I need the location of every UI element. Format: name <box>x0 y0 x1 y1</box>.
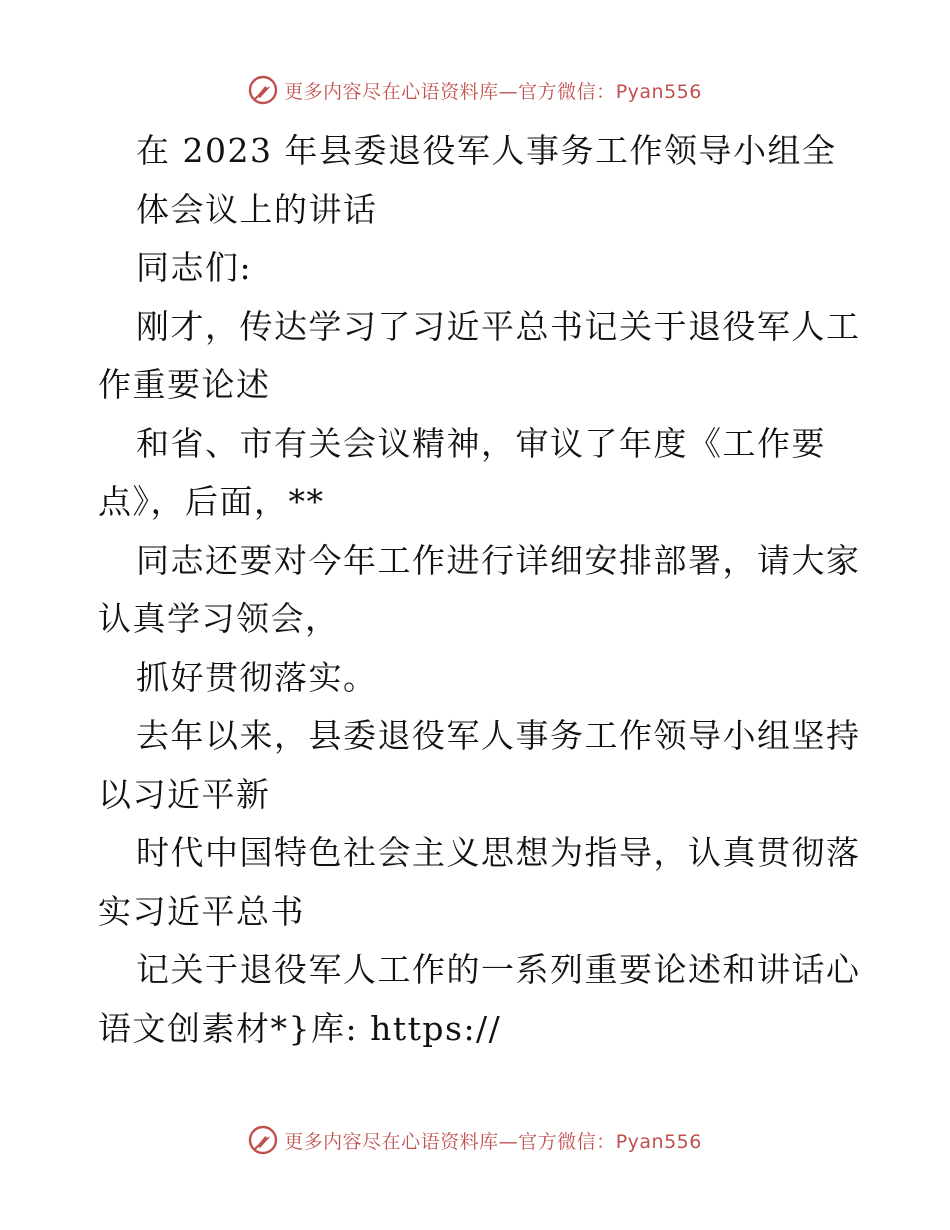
title-line-1: 在 2023 年县委退役军人事务工作领导小组全 <box>136 131 837 170</box>
paragraph-line: 实习近平总书 <box>98 891 305 931</box>
document-body <box>98 122 861 1058</box>
paragraph-line: 刚才，传达学习了习近平总书记关于退役军人工 <box>136 306 861 346</box>
paragraph-line: 作重要论述 <box>98 365 271 404</box>
header-banner <box>0 70 950 110</box>
paragraph-line: 以习近平新 <box>98 774 271 814</box>
paragraph-line: 时代中国特色社会主义思想为指导，认真贯彻落 <box>136 833 861 872</box>
paragraph-line: 认真学习领会， <box>98 599 340 638</box>
footer-banner <box>0 1120 950 1160</box>
pen-nib-logo-icon <box>248 75 278 105</box>
paragraph-line: 同志还要对今年工作进行详细安排部署，请大家 <box>136 540 861 580</box>
paragraph-line: 和省、市有关会议精神，审议了年度《工作要 <box>136 423 826 463</box>
paragraph-line: 点》，后面，** <box>98 482 325 521</box>
banner-text: 更多内容尽在心语资料库—官方微信：Pyan556 <box>284 80 702 103</box>
title-line-2: 体会议上的讲话 <box>136 189 378 229</box>
paragraph-line: 抓好贯彻落实。 <box>136 657 378 697</box>
banner-text: 更多内容尽在心语资料库—官方微信：Pyan556 <box>284 1130 702 1153</box>
paragraph-line: 语文创素材*}库: https:// <box>98 1008 502 1048</box>
salutation: 同志们: <box>136 248 253 287</box>
paragraph-line: 记关于退役军人工作的一系列重要论述和讲话心 <box>136 950 861 989</box>
paragraph-line: 去年以来，县委退役军人事务工作领导小组坚持 <box>136 716 861 755</box>
pen-nib-logo-icon <box>248 1125 278 1155</box>
